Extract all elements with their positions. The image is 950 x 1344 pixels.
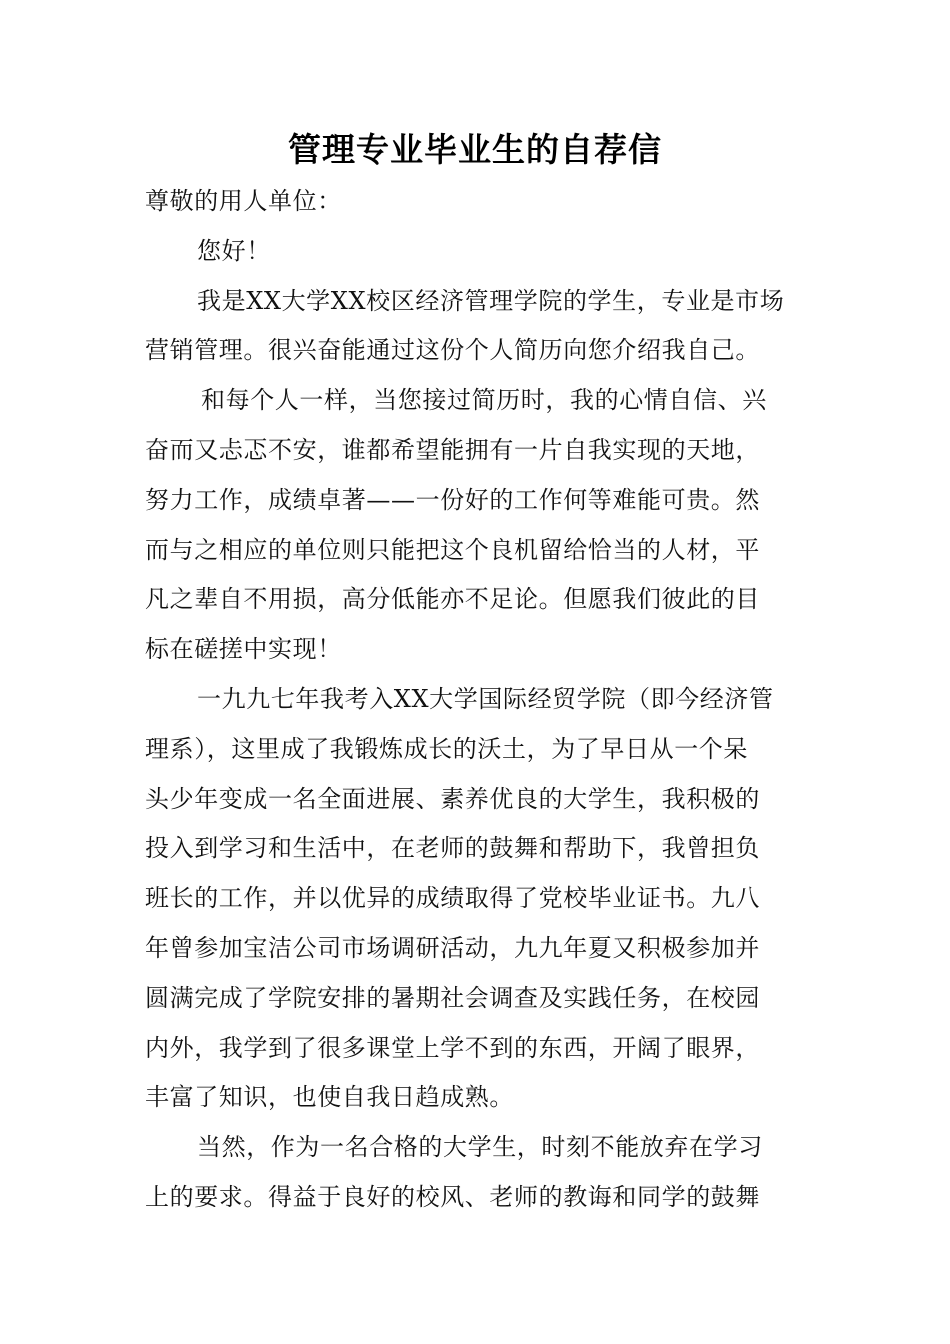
paragraph-1-line-1: 我是XX大学XX校区经济管理学院的学生，专业是市场: [197, 286, 785, 315]
paragraph-3-line-3: 头少年变成一名全面进展、素养优良的大学生，我积极的: [145, 784, 760, 813]
paragraph-2-line-5: 凡之辈自不用损，高分低能亦不足论。但愿我们彼此的目: [145, 585, 760, 614]
paragraph-3-line-6: 年曾参加宝洁公司市场调研活动，九九年夏又积极参加并: [145, 933, 760, 962]
paragraph-2-line-1: 和每个人一样，当您接过简历时，我的心情自信、兴: [201, 386, 767, 415]
paragraph-3-line-7: 圆满完成了学院安排的暑期社会调查及实践任务，在校园: [145, 983, 760, 1012]
paragraph-4-line-2: 上的要求。得益于良好的校风、老师的教诲和同学的鼓舞: [145, 1182, 760, 1211]
paragraph-3-line-5: 班长的工作，并以优异的成绩取得了党校毕业证书。九八: [145, 884, 760, 913]
paragraph-3-line-2: 理系），这里成了我锻炼成长的沃土，为了早日从一个呆: [145, 734, 748, 763]
paragraph-1-line-2: 营销管理。很兴奋能通过这份个人简历向您介绍我自己。: [145, 336, 760, 365]
document-title: 管理专业毕业生的自荐信: [288, 130, 662, 169]
paragraph-4-line-1: 当然，作为一名合格的大学生，时刻不能放弃在学习: [197, 1133, 763, 1162]
paragraph-2-line-6: 标在磋搓中实现！: [145, 635, 342, 664]
paragraph-3-line-4: 投入到学习和生活中，在老师的鼓舞和帮助下，我曾担负: [145, 834, 760, 863]
greeting: 您好！: [197, 236, 271, 265]
paragraph-3-line-1: 一九九七年我考入XX大学国际经贸学院（即今经济管: [197, 684, 774, 713]
paragraph-2-line-3: 努力工作，成绩卓著——一份好的工作何等难能可贵。然: [145, 485, 760, 514]
salutation: 尊敬的用人单位：: [145, 187, 342, 215]
paragraph-3-line-8: 内外，我学到了很多课堂上学不到的东西，开阔了眼界，: [145, 1033, 760, 1062]
paragraph-2-line-2: 奋而又忐忑不安，谁都希望能拥有一片自我实现的天地，: [145, 435, 760, 464]
letter-body: [145, 177, 807, 1223]
paragraph-3-line-9: 丰富了知识，也使自我日趋成熟。: [145, 1083, 514, 1112]
paragraph-2-line-4: 而与之相应的单位则只能把这个良机留给恰当的人材，平: [145, 535, 760, 564]
